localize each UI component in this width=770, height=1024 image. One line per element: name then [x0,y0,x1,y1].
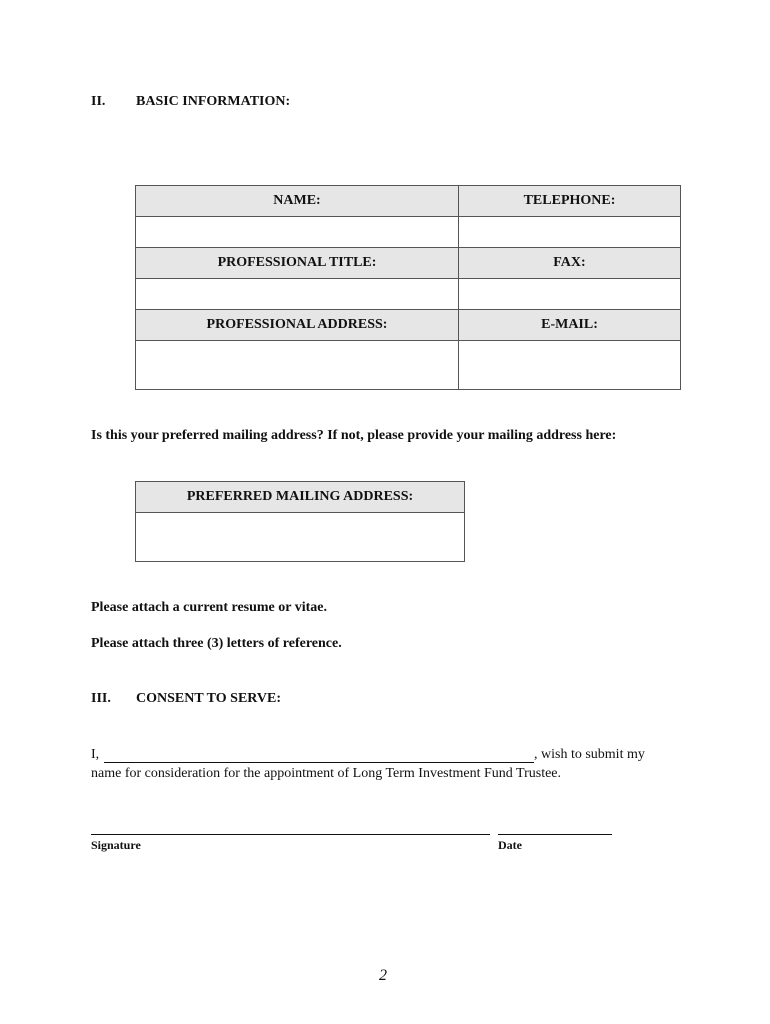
professional-address-field[interactable] [136,341,459,390]
attach-resume-text: Please attach a current resume or vitae. [91,600,327,615]
email-label: E-MAIL: [459,310,681,341]
section-2-title: BASIC INFORMATION: [136,94,291,109]
fax-field[interactable] [459,279,681,310]
name-label: NAME: [136,186,459,217]
section-2-number: II. [91,94,106,109]
consent-suffix: , wish to submit my [534,747,645,762]
attach-letters-text: Please attach three (3) letters of reference. [91,636,342,651]
signature-label: Signature [91,838,141,852]
telephone-field[interactable] [459,217,681,248]
signature-line[interactable] [91,834,490,835]
name-field[interactable] [136,217,459,248]
section-3-title: CONSENT TO SERVE: [136,691,282,706]
professional-title-label: PROFESSIONAL TITLE: [136,248,459,279]
basic-info-table [135,185,681,390]
telephone-label: TELEPHONE: [459,186,681,217]
mailing-address-table [135,481,465,562]
professional-title-field[interactable] [136,279,459,310]
section-3-number: III. [91,691,111,706]
date-line[interactable] [498,834,612,835]
page-number: 2 [379,967,387,984]
date-label: Date [498,838,522,852]
mailing-address-field[interactable] [136,513,465,562]
mailing-address-label: PREFERRED MAILING ADDRESS: [136,482,465,513]
professional-address-label: PROFESSIONAL ADDRESS: [136,310,459,341]
consent-prefix: I, [91,747,100,762]
consent-line-2: name for consideration for the appointment of Long Term Investment Fund Trustee. [91,766,562,781]
mailing-question: Is this your preferred mailing address? If not, please provide your mailing address here: [91,428,617,443]
email-field[interactable] [459,341,681,390]
fax-label: FAX: [459,248,681,279]
consent-name-line[interactable] [104,762,534,763]
